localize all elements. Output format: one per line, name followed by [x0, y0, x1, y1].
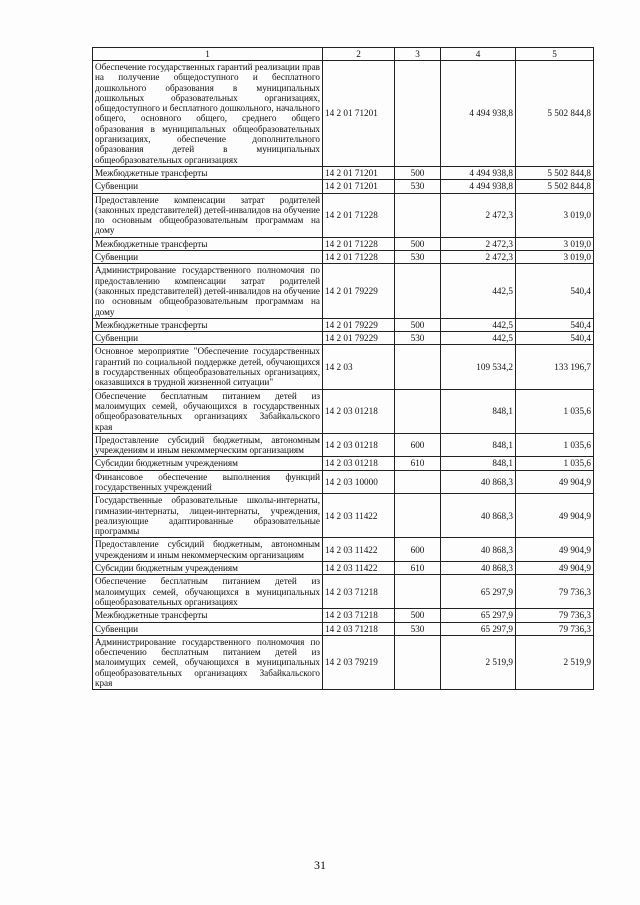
expense-type-cell — [395, 193, 441, 237]
amount-year-2-cell: 1 035,6 — [516, 457, 594, 470]
table-row — [93, 389, 594, 433]
amount-year-2-cell: 49 904,9 — [516, 470, 594, 494]
target-code-cell: 14 2 03 79219 — [323, 635, 395, 689]
target-code-cell: 14 2 01 71228 — [323, 251, 395, 264]
amount-year-1-cell: 2 472,3 — [441, 237, 516, 250]
target-code-cell: 14 2 03 11422 — [323, 562, 395, 575]
table-row — [93, 470, 594, 494]
target-code-cell: 14 2 01 79229 — [323, 332, 395, 345]
expense-type-cell: 610 — [395, 562, 441, 575]
expense-name-cell: Предоставление субсидий бюджетным, автономным учреждениям и иным некоммерческим организациям — [93, 538, 323, 562]
page-number: 31 — [314, 858, 326, 872]
expense-name-cell: Межбюджетные трансферты — [93, 237, 323, 250]
amount-year-2-cell: 1 035,6 — [516, 433, 594, 457]
target-code-cell: 14 2 03 71218 — [323, 609, 395, 622]
amount-year-2-cell: 3 019,0 — [516, 251, 594, 264]
target-code-cell: 14 2 03 01218 — [323, 457, 395, 470]
target-code-cell: 14 2 01 79229 — [323, 264, 395, 318]
table-row — [93, 345, 594, 389]
table-row — [93, 193, 594, 237]
amount-year-2-cell: 5 502 844,8 — [516, 61, 594, 167]
amount-year-2-cell: 2 519,9 — [516, 635, 594, 689]
expense-type-cell — [395, 389, 441, 433]
amount-year-1-cell: 442,5 — [441, 332, 516, 345]
amount-year-2-cell: 540,4 — [516, 332, 594, 345]
expense-type-cell: 600 — [395, 433, 441, 457]
amount-year-2-cell: 540,4 — [516, 318, 594, 331]
amount-year-2-cell: 79 736,3 — [516, 609, 594, 622]
amount-year-1-cell: 40 868,3 — [441, 538, 516, 562]
expense-name-cell: Финансовое обеспечение выполнения функций государственных учреждений — [93, 470, 323, 494]
expense-name-cell: Межбюджетные трансферты — [93, 318, 323, 331]
column-header: 5 — [516, 48, 594, 61]
amount-year-2-cell: 1 035,6 — [516, 389, 594, 433]
table-row — [93, 332, 594, 345]
target-code-cell: 14 2 03 01218 — [323, 389, 395, 433]
column-header: 1 — [93, 48, 323, 61]
expense-type-cell: 530 — [395, 332, 441, 345]
amount-year-2-cell: 133 196,7 — [516, 345, 594, 389]
table-row — [93, 622, 594, 635]
target-code-cell: 14 2 03 11422 — [323, 538, 395, 562]
amount-year-1-cell: 848,1 — [441, 389, 516, 433]
table-row — [93, 457, 594, 470]
column-header: 3 — [395, 48, 441, 61]
expense-type-cell: 530 — [395, 622, 441, 635]
expense-name-cell: Обеспечение государственных гарантий реализации прав на получение общедоступного и бесплатного дошкольного образования в муниципальных дошкольных образовательных организациях, общедоступного и бесплатного дошкольного, начального общего, основного общего, среднего общего образования в муниципальных общеобразовательных организациях, обеспечение дополнительного образования детей в муниципальных общеобразовательных организациях — [93, 61, 323, 167]
amount-year-2-cell: 3 019,0 — [516, 193, 594, 237]
expense-type-cell — [395, 61, 441, 167]
expense-name-cell: Субсидии бюджетным учреждениям — [93, 562, 323, 575]
amount-year-1-cell: 40 868,3 — [441, 562, 516, 575]
target-code-cell: 14 2 01 79229 — [323, 318, 395, 331]
amount-year-1-cell: 109 534,2 — [441, 345, 516, 389]
table-row — [93, 237, 594, 250]
expense-type-cell: 500 — [395, 166, 441, 179]
expense-name-cell: Основное мероприятие "Обеспечение государственных гарантий по социальной поддержке детей, обучающихся в государственных общеобразовательных организациях, оказавшихся в трудной жизненной ситуации" — [93, 345, 323, 389]
table-row — [93, 318, 594, 331]
amount-year-2-cell: 49 904,9 — [516, 494, 594, 538]
table-row — [93, 61, 594, 167]
amount-year-1-cell: 442,5 — [441, 264, 516, 318]
expense-name-cell: Субвенции — [93, 332, 323, 345]
amount-year-1-cell: 848,1 — [441, 457, 516, 470]
expense-name-cell: Администрирование государственного полномочия по предоставлению компенсации затрат родителей (законных представителей) детей-инвалидов на обучение по основным общеобразовательным программам на дому — [93, 264, 323, 318]
amount-year-1-cell: 2 472,3 — [441, 193, 516, 237]
expense-type-cell: 530 — [395, 180, 441, 193]
column-header: 2 — [323, 48, 395, 61]
expense-name-cell: Предоставление компенсации затрат родителей (законных представителей) детей-инвалидов на обучение по основным общеобразовательным программам на дому — [93, 193, 323, 237]
expense-type-cell — [395, 470, 441, 494]
expense-type-cell: 500 — [395, 237, 441, 250]
table-row — [93, 575, 594, 609]
expense-type-cell — [395, 635, 441, 689]
table-row — [93, 251, 594, 264]
amount-year-1-cell: 442,5 — [441, 318, 516, 331]
table-row — [93, 180, 594, 193]
target-code-cell: 14 2 01 71228 — [323, 193, 395, 237]
amount-year-1-cell: 4 494 938,8 — [441, 61, 516, 167]
expense-name-cell: Государственные образовательные школы-интернаты, гимназии-интернаты, лицеи-интернаты, учреждения, реализующие адаптированные образовательные программы — [93, 494, 323, 538]
expense-name-cell: Межбюджетные трансферты — [93, 166, 323, 179]
expense-name-cell: Обеспечение бесплатным питанием детей из малоимущих семей, обучающихся в государственных общеобразовательных организациях Забайкальского края — [93, 389, 323, 433]
expense-type-cell: 610 — [395, 457, 441, 470]
amount-year-2-cell: 5 502 844,8 — [516, 180, 594, 193]
target-code-cell: 14 2 03 — [323, 345, 395, 389]
amount-year-1-cell: 65 297,9 — [441, 609, 516, 622]
amount-year-1-cell: 2 519,9 — [441, 635, 516, 689]
amount-year-2-cell: 49 904,9 — [516, 538, 594, 562]
amount-year-1-cell: 4 494 938,8 — [441, 180, 516, 193]
target-code-cell: 14 2 01 71201 — [323, 61, 395, 167]
table-row — [93, 635, 594, 689]
table-row — [93, 166, 594, 179]
table-row — [93, 494, 594, 538]
column-header: 4 — [441, 48, 516, 61]
amount-year-1-cell: 2 472,3 — [441, 251, 516, 264]
amount-year-2-cell: 49 904,9 — [516, 562, 594, 575]
target-code-cell: 14 2 01 71228 — [323, 237, 395, 250]
amount-year-1-cell: 40 868,3 — [441, 494, 516, 538]
table-row — [93, 433, 594, 457]
target-code-cell: 14 2 03 01218 — [323, 433, 395, 457]
expense-type-cell: 600 — [395, 538, 441, 562]
amount-year-1-cell: 65 297,9 — [441, 622, 516, 635]
amount-year-2-cell: 79 736,3 — [516, 622, 594, 635]
amount-year-1-cell: 65 297,9 — [441, 575, 516, 609]
expense-type-cell — [395, 345, 441, 389]
table-row — [93, 264, 594, 318]
expense-type-cell: 500 — [395, 318, 441, 331]
table-body — [93, 61, 594, 690]
expense-name-cell: Субвенции — [93, 180, 323, 193]
expense-type-cell: 500 — [395, 609, 441, 622]
expense-name-cell: Субсидии бюджетным учреждениям — [93, 457, 323, 470]
expense-name-cell: Межбюджетные трансферты — [93, 609, 323, 622]
expense-name-cell: Администрирование государственного полномочия по обеспечению бесплатным питанием детей из малоимущих семей, обучающихся в муниципальных общеобразовательных организациях Забайкальского края — [93, 635, 323, 689]
expense-type-cell — [395, 264, 441, 318]
target-code-cell: 14 2 01 71201 — [323, 180, 395, 193]
amount-year-2-cell: 5 502 844,8 — [516, 166, 594, 179]
expense-name-cell: Обеспечение бесплатным питанием детей из малоимущих семей, обучающихся в муниципальных общеобразовательных организациях — [93, 575, 323, 609]
target-code-cell: 14 2 03 71218 — [323, 575, 395, 609]
expense-name-cell: Субвенции — [93, 251, 323, 264]
target-code-cell: 14 2 03 71218 — [323, 622, 395, 635]
expense-type-cell: 530 — [395, 251, 441, 264]
table-row — [93, 538, 594, 562]
budget-table — [92, 47, 594, 690]
table-row — [93, 609, 594, 622]
target-code-cell: 14 2 03 10000 — [323, 470, 395, 494]
target-code-cell: 14 2 01 71201 — [323, 166, 395, 179]
expense-name-cell: Субвенции — [93, 622, 323, 635]
amount-year-1-cell: 4 494 938,8 — [441, 166, 516, 179]
amount-year-2-cell: 79 736,3 — [516, 575, 594, 609]
amount-year-2-cell: 3 019,0 — [516, 237, 594, 250]
amount-year-2-cell: 540,4 — [516, 264, 594, 318]
table-header-row — [93, 48, 594, 61]
expense-name-cell: Предоставление субсидий бюджетным, автономным учреждениям и иным некоммерческим организациям — [93, 433, 323, 457]
amount-year-1-cell: 848,1 — [441, 433, 516, 457]
target-code-cell: 14 2 03 11422 — [323, 494, 395, 538]
expense-type-cell — [395, 575, 441, 609]
expense-type-cell — [395, 494, 441, 538]
amount-year-1-cell: 40 868,3 — [441, 470, 516, 494]
table-row — [93, 562, 594, 575]
